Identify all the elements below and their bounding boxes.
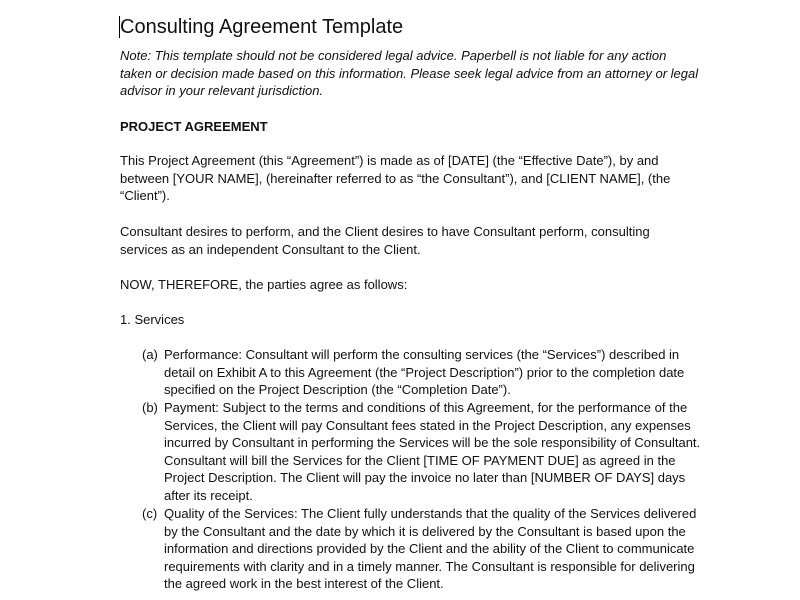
therefore-paragraph: NOW, THEREFORE, the parties agree as follows: xyxy=(120,277,408,292)
services-list-item-quality xyxy=(142,505,702,593)
services-heading: 1. Services xyxy=(120,312,185,327)
services-list-item-payment xyxy=(142,399,702,504)
legal-disclaimer-note: Note: This template should not be considered legal advice. Paperbell is not liable for any action taken or decision made based on this information. Please seek legal advice from an attorney or legal advisor in your relevant jurisdiction. xyxy=(120,48,699,98)
list-marker: (b) xyxy=(142,400,158,415)
list-marker: (c) xyxy=(142,506,158,521)
list-marker: (a) xyxy=(142,347,158,362)
document-title: Consulting Agreement Template xyxy=(120,16,404,38)
section-heading: PROJECT AGREEMENT xyxy=(120,119,268,134)
agreement-intro-paragraph: This Project Agreement (this “Agreement”) is made as of [DATE] (the “Effective Date”), by and between [YOUR NAME], (hereinafter referred to as “the Consultant”), and [CLIENT NAME], (the “Client”). xyxy=(120,153,671,203)
list-item-text: Payment: Subject to the terms and conditions of this Agreement, for the performance of the Services, the Client will pay Consultant fees stated in the Project Description, any expenses incurred by Consultant in performing the Services will be the sole responsibility of Consultant. Consultant will bill the Services for the Client [TIME OF PAYMENT DUE] as agreed in the Project Description. The Client will pay the invoice no later than [NUMBER OF DAYS] days after its receipt. xyxy=(164,400,701,503)
services-list-item-performance xyxy=(142,346,702,399)
list-item-text: Quality of the Services: The Client fully understands that the quality of the Services delivered by the Consultant and the date by which it is delivered by the Consultant is based upon the information and directions provided by the Client and the ability of the Client to communicate requirements with clarity and in a timely manner. The Consultant is responsible for delivering the agreed work in the best interest of the Client. xyxy=(164,506,697,591)
list-item-text: Performance: Consultant will perform the consulting services (the “Services”) described in detail on Exhibit A to this Agreement (the “Project Description”) prior to the completion date specified on the Project Description (the “Completion Date”). xyxy=(164,347,685,397)
consultant-desire-paragraph: Consultant desires to perform, and the Client desires to have Consultant perform, consulting services as an independent Consultant to the Client. xyxy=(120,224,650,257)
